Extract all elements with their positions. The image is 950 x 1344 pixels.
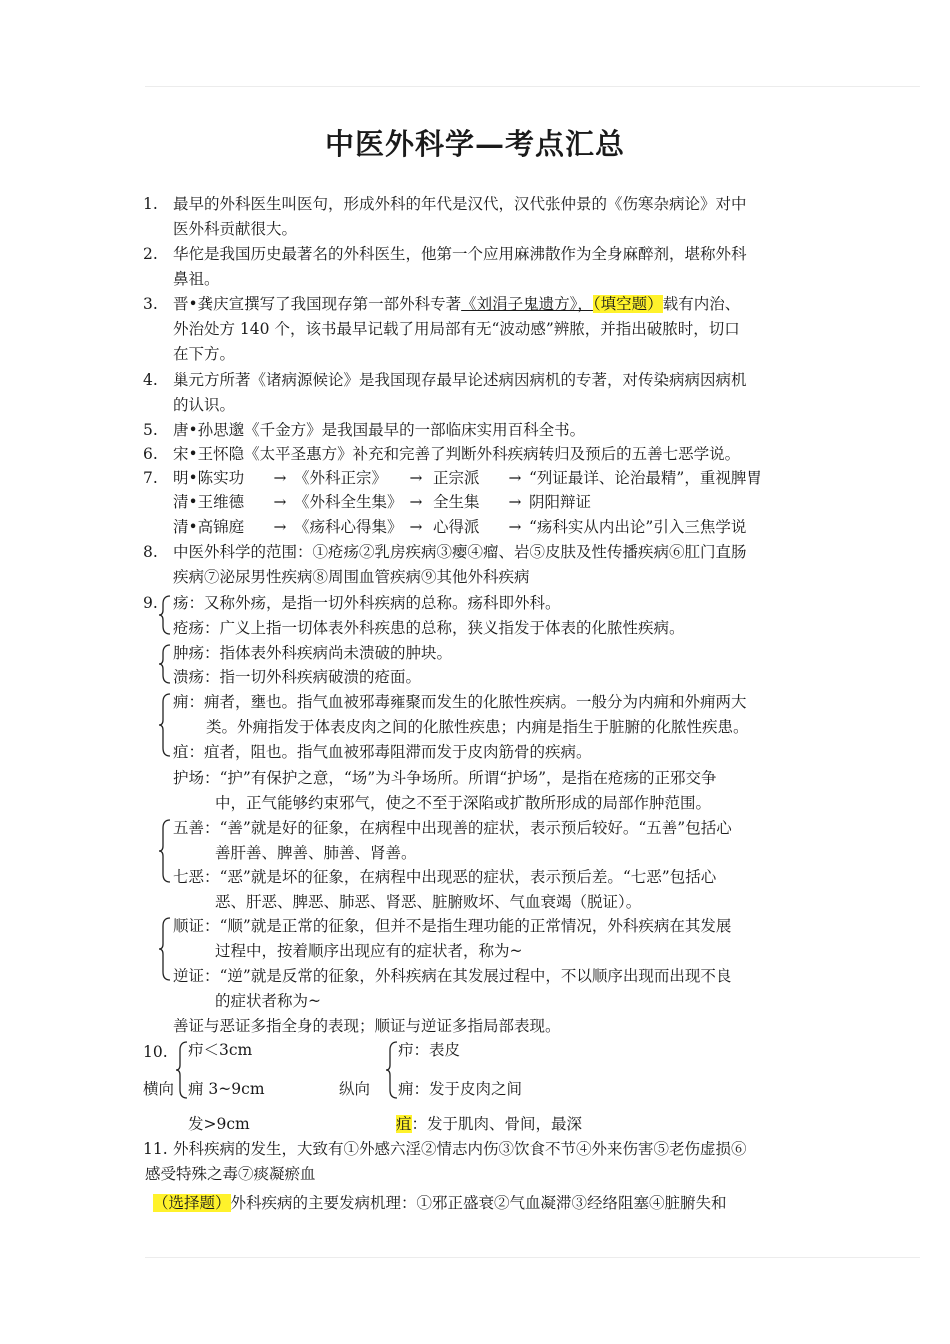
item-9-summary: 善证与恶证多指全身的表现；顺证与逆证多指局部表现。 [173, 1017, 561, 1035]
brace-icon [158, 916, 172, 982]
item-5-number: 5. [143, 421, 158, 439]
school-feature: “列证最详、论治最精”，重视脾胃 [529, 469, 762, 487]
page-title: 中医外科学—考点汇总 [324, 127, 625, 161]
school-feature: 阴阳辩证 [529, 493, 592, 511]
school-row-3 [173, 517, 746, 537]
school-author: 明•陈实功 [173, 469, 245, 487]
arrow-icon: → [273, 493, 287, 511]
school-name: 正宗派 [433, 469, 480, 487]
item-8-line-2: 疾病⑦泌尿男性疾病⑧周围血管疾病⑨其他外科疾病 [173, 568, 530, 586]
item-3-line-3: 在下方。 [173, 345, 236, 363]
top-rule [145, 86, 920, 87]
ju-highlight: 疽 [396, 1115, 412, 1133]
arrow-icon: → [273, 469, 287, 487]
brace-icon [158, 594, 172, 636]
brace-icon [158, 818, 172, 884]
item-5-line-1: 唐•孙思邈《千金方》是我国最早的一部临床实用百科全书。 [173, 421, 586, 439]
def-zhongyang: 肿疡：指体表外科疾病尚未溃破的肿块。 [173, 644, 453, 662]
item-11-mechanism: 外科疾病的主要发病机理：①邪正盛衰②气血凝滞③经络阻塞④脏腑失和 [230, 1194, 727, 1212]
depth-ju [396, 1114, 582, 1134]
school-row-1 [173, 468, 762, 488]
item-11-number: 11. [143, 1140, 168, 1158]
def-ju: 疽：疽者，阻也。指气血被邪毒阻滞而发于皮肉筋骨的疾病。 [173, 743, 592, 761]
item-6-line-1: 宋•王怀隐《太平圣惠方》补充和完善了判断外科疾病转归及预后的五善七恶学说。 [173, 445, 741, 463]
item-8-number: 8. [143, 543, 158, 561]
bottom-rule [145, 1257, 920, 1258]
def-chuangyang: 疮疡：广义上指一切体表外科疾患的总称，狭义指发于体表的化脓性疾病。 [173, 619, 685, 637]
school-feature: “疡科实从内出论”引入三焦学说 [529, 518, 747, 536]
def-shunzheng-1: 顺证：“顺”就是正常的征象，但并不是指生理功能的正常情况，外科疾病在其发展 [173, 917, 732, 935]
item-1-number: 1. [143, 195, 158, 213]
def-yong-1: 痈：痈者，壅也。指气血被邪毒雍聚而发生的化脓性疾病。一般分为内痈和外痈两大 [173, 693, 747, 711]
size-jie: 疖＜3cm [188, 1041, 253, 1059]
item-8-line-1: 中医外科学的范围：①疮疡②乳房疾病③瘿④瘤、岩⑤皮肤及性传播疾病⑥肛门直肠 [173, 543, 747, 561]
item-4-line-2: 的认识。 [173, 396, 236, 414]
size-yong: 痈 3~9cm [188, 1080, 265, 1098]
fill-blank-tag: （填空题） [592, 295, 663, 313]
def-shunzheng-2: 过程中，按着顺序出现应有的症状者，称为~ [215, 942, 523, 960]
brace-icon [385, 1040, 399, 1100]
item-1-line-1: 最早的外科医生叫医句，形成外科的年代是汉代，汉代张仲景的《伤寒杂病论》对中 [173, 195, 747, 213]
def-wushan-2: 善肝善、脾善、肺善、肾善。 [215, 844, 417, 862]
item-10-number: 10. [143, 1043, 168, 1061]
def-wushan-1: 五善：“善”就是好的征象，在病程中出现善的症状，表示预后较好。“五善”包括心 [173, 819, 732, 837]
school-name: 心得派 [433, 518, 480, 536]
size-fa: 发>9cm [188, 1115, 250, 1133]
item-11-line-3 [153, 1193, 727, 1213]
item-4-line-1: 巢元方所著《诸病源候论》是我国现存最早论述病因病机的专著，对传染病病因病机 [173, 371, 747, 389]
def-yang: 疡：又称外疡，是指一切外科疾病的总称。疡科即外科。 [173, 594, 561, 612]
item-6-number: 6. [143, 445, 158, 463]
brace-icon [175, 1040, 189, 1100]
school-name: 全生集 [433, 493, 480, 511]
axis-vertical: 纵向 [339, 1080, 371, 1098]
item-3-line-1 [173, 294, 740, 314]
def-yong-2: 类。外痈指发于体表皮肉之间的化脓性疾患；内痈是指生于脏腑的化脓性疾患。 [206, 718, 749, 736]
def-qie-1: 七恶：“恶”就是坏的征象，在病程中出现恶的症状，表示预后差。“七恶”包括心 [173, 868, 717, 886]
item-3-text-end: 载有内治、 [662, 295, 741, 313]
def-nizheng-1: 逆证：“逆”就是反常的征象，外科疾病在其发展过程中，不以顺序出现而出现不良 [173, 967, 732, 985]
depth-yong: 痈：发于皮肉之间 [398, 1080, 523, 1098]
arrow-icon: → [409, 493, 423, 511]
depth-ju-text: ：发于肌肉、骨间，最深 [411, 1115, 583, 1133]
item-3-number: 3. [143, 295, 158, 313]
school-row-2 [173, 492, 591, 512]
brace-icon [158, 692, 172, 758]
school-book: 《疡科心得集》 [294, 518, 403, 536]
item-3-line-2: 外治处方 140 个，该书最早记载了用局部有无“波动感”辨脓，并指出破脓时，切口 [173, 320, 740, 338]
item-9-number: 9. [143, 594, 158, 612]
brace-icon [158, 643, 172, 685]
def-kuiyang: 溃疡：指一切外科疾病破溃的疮面。 [173, 668, 422, 686]
school-author: 清•王维德 [173, 493, 245, 511]
arrow-icon: → [273, 518, 287, 536]
depth-jie: 疖：表皮 [398, 1041, 461, 1059]
item-3-book-title: 《刘涓子鬼遗方》， [461, 295, 593, 313]
def-nizheng-2: 的症状者称为~ [215, 992, 321, 1010]
arrow-icon: → [508, 493, 522, 511]
choice-question-tag: （选择题） [153, 1194, 231, 1212]
item-2-line-1: 华佗是我国历史最著名的外科医生，他第一个应用麻沸散作为全身麻醉剂，堪称外科 [173, 245, 747, 263]
def-qie-2: 恶、肝恶、脾恶、肺恶、肾恶、脏腑败坏、气血衰竭（脱证）。 [215, 893, 642, 911]
arrow-icon: → [508, 518, 522, 536]
item-7-number: 7. [143, 469, 158, 487]
arrow-icon: → [409, 469, 423, 487]
item-4-number: 4. [143, 371, 158, 389]
item-11-line-2: 感受特殊之毒⑦痰凝瘀血 [145, 1165, 316, 1183]
arrow-icon: → [508, 469, 522, 487]
item-3-text: 晋•龚庆宣撰写了我国现存第一部外科专著 [173, 295, 462, 313]
school-author: 清•高锦庭 [173, 518, 245, 536]
def-huchang-1: 护场：“护”有保护之意，“场”为斗争场所。所谓“护场”，是指在疮疡的正邪交争 [173, 769, 717, 787]
item-1-line-2: 医外科贡献很大。 [173, 220, 298, 238]
school-book: 《外科全生集》 [294, 493, 403, 511]
item-2-number: 2. [143, 245, 158, 263]
def-huchang-2: 中，正气能够约束邪气，使之不至于深陷或扩散所形成的局部作肿范围。 [215, 794, 712, 812]
item-11-line-1: 外科疾病的发生，大致有①外感六淫②情志内伤③饮食不节④外来伤害⑤老伤虚损⑥ [173, 1140, 747, 1158]
school-book: 《外科正宗》 [294, 469, 388, 487]
item-2-line-2: 鼻祖。 [173, 270, 220, 288]
axis-horizontal: 横向 [143, 1080, 175, 1098]
arrow-icon: → [409, 518, 423, 536]
